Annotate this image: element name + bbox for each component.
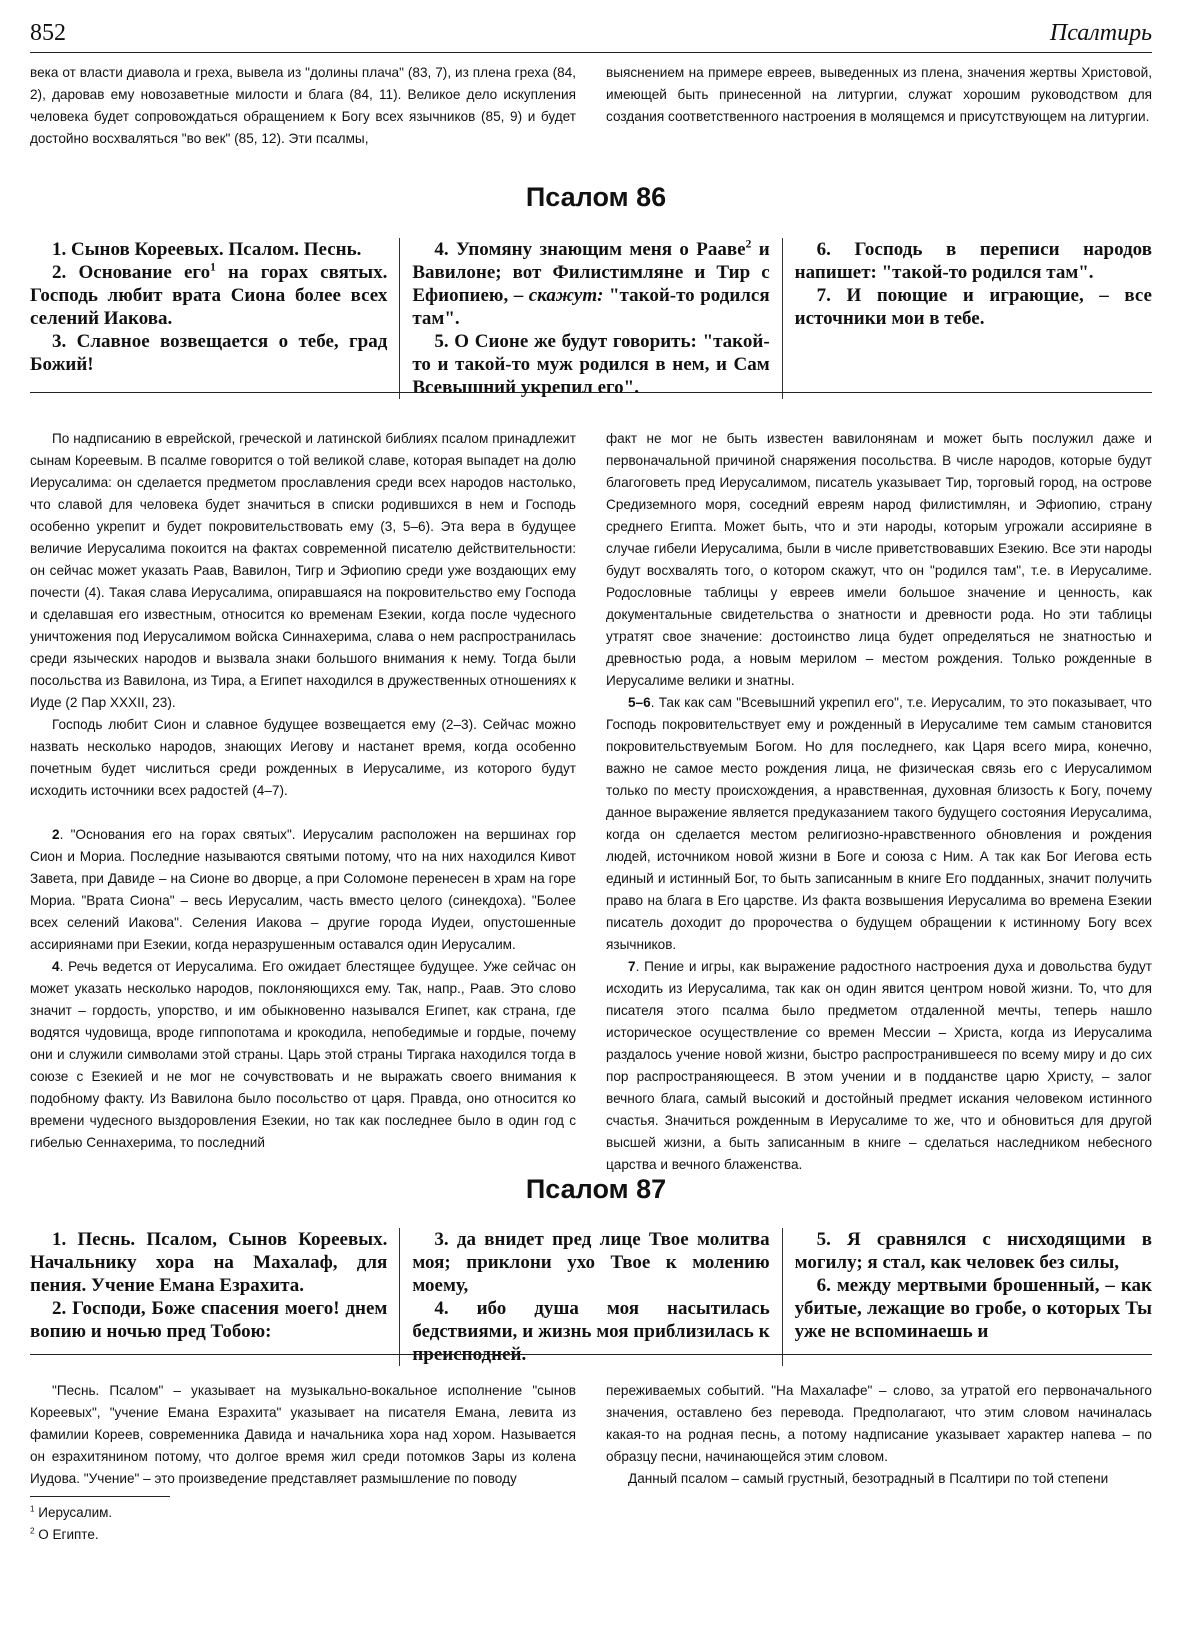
psalm-86-verse-6: 6. Господь в переписи народов напишет: "такой-то родился там".	[794, 239, 1152, 283]
psalm-87-commentary	[30, 1380, 1152, 1490]
psalm-86-commentary-right	[606, 428, 1152, 1176]
psalm-86-commentary-left	[30, 428, 576, 1176]
psalm-86-rule	[30, 392, 1152, 393]
psalm-87-text	[30, 1228, 1152, 1366]
running-title: Псалтирь	[1049, 20, 1152, 46]
psalm-86-text	[30, 238, 1152, 399]
psalm-87-verse-3: 3. да внидет пред лице Твое молитва моя; приклони ухо Твое к молению моему,	[412, 1229, 770, 1296]
footnote-ref-1: 1	[210, 261, 216, 274]
top-commentary-right: выяснением на примере евреев, выведенных из плена, значения жертвы Христовой, имеющей быть принесенной на литургии, служат хорошим руководством для создания соответственного настроения в молящемся и присутствующем на литургии.	[606, 65, 1152, 124]
commentary-paragraph: "Песнь. Псалом" – указывает на музыкально-вокальное исполнение "сынов Кореевых", "учение Емана Езрахита" указывает на писателя Емана, левита из фамилии Кореев, современника Давида и начальника хора над хором. Называется он езрахитянином потому, что долгое время жил среди потомков Зары из колена Иудова. "Учение" – это произведение представляет размышление по поводу	[30, 1383, 576, 1486]
page-number: 852	[30, 20, 66, 46]
commentary-paragraph: переживаемых событий. "На Махалафе" – слово, за утратой его первоначального значения, оставлено без перевода. Предполагают, что этим словом начиналась какая-то на родная песнь, а потому надписание указывает характер напева – по образцу песни, начинающейся этим словом.	[606, 1383, 1152, 1464]
psalm-86-verse-7: 7. И поющие и играющие, – все источники мои в тебе.	[794, 285, 1152, 329]
footnote-2: $^2$ О Египте.	[30, 1526, 99, 1542]
commentary-paragraph: 5–6. Так как сам "Всевышний укрепил его", т.е. Иерусалим, то это показывает, что Господь покровительствует ему и рожденный в Иерусалиме тем самым становится покровительствуемым Богом. Но для последнего, как Царя всего мира, конечно, важно не самое место рождения лица, не физическая связь его с Иерусалимом только по месту происхождения, а нравственная, духовная близость к Богу, почему данное выражение является предуказанием такого будущего состояния Иерусалима, когда он сделается местом религиозно-нравственного обновления и рождения людей, источником новой жизни в Боге и союза с Ним. А так как Бог Иегова есть единый и истинный Бог, то быть записанным в книге Его подданных, значит получить право на блага в Его царстве. Из факта возвышения Иерусалима во времена Езекии писатель доходит до пророчества о будущем обращении к истинному Богу всех язычников.	[606, 695, 1152, 952]
commentary-paragraph: 4. Речь ведется от Иерусалима. Его ожидает блестящее будущее. Уже сейчас он может указать несколько народов, поклоняющихся ему. Так, напр., Раав. Это слово значит – гордость, упорство, и им обыкновенно назывался Египет, как страна, где водятся чудовища, вроде гиппопотама и крокодила, непобедимые и гордые, почему они и служили символами этой страны. Царь этой страны Тиргака находился тогда в союзе с Езекией и не мог не сочувствовать и не выражать своего внимания к подобному факту. Из Вавилона было посольство от царя. Правда, оно относится ко времени чудесного выздоровления Езекии, но так как последнее было в один год с гибелью Сеннахерима, то последний	[30, 959, 576, 1150]
footnote-rule	[30, 1496, 170, 1497]
psalm-86-col-1	[30, 238, 399, 399]
psalm-87-col-2	[399, 1228, 781, 1366]
psalm-86-verse-4: 4. Упомяну знающим меня о Рааве$^2$ и Вавилоне; вот Филистимляне и Тир с Ефиопиею, – скажут: "такой-то родился там".	[412, 238, 770, 329]
footnote-1: $^1$ Иерусалим.	[30, 1504, 113, 1520]
psalm-87-verse-6: 6. между мертвыми брошенный, – как убитые, лежащие во гробе, о которых Ты уже не вспоминаешь и	[794, 1275, 1152, 1342]
psalm-86-verse-2: 2. Основание его$^1$ на горах святых. Господь любит врата Сиона более всех селений Иакова.	[30, 261, 388, 329]
psalm-87-verse-1: 1. Песнь. Псалом, Сынов Кореевых. Начальнику хора на Махалаф, для пения. Учение Емана Езрахита.	[30, 1229, 388, 1296]
psalm-86-verse-1: 1. Сынов Кореевых. Псалом. Песнь.	[52, 239, 362, 260]
top-commentary	[30, 62, 1152, 150]
footnote-ref-2: 2	[745, 238, 752, 251]
psalm-87-verse-5: 5. Я сравнялся с нисходящими в могилу; я стал, как человек без силы,	[794, 1229, 1152, 1273]
psalm-86-commentary	[30, 428, 1152, 1176]
psalm-86-verse-3: 3. Славное возвещается о тебе, град Божий!	[30, 331, 388, 375]
psalm-87-heading: Псалом 87	[525, 1174, 667, 1204]
psalm-86-heading: Псалом 86	[525, 182, 667, 212]
psalm-87-verse-4: 4. ибо душа моя насытилась бедствиями, и жизнь моя приблизилась к преисподней.	[412, 1298, 770, 1365]
psalm-86-col-2	[399, 238, 781, 399]
psalm-87-commentary-left	[30, 1380, 576, 1490]
commentary-paragraph: 2. "Основания его на горах святых". Иерусалим расположен на вершинах гор Сион и Мориа. Последние называются святыми потому, что на них находился Кивот Завета, при Давиде – на Сионе во дворце, а при Соломоне перенесен в храм на горе Мориа. "Врата Сиона" – весь Иерусалим, часть вместо целого (синекдоха). "Более всех селений Иакова". Селения Иакова – другие города Иудеи, опустошенные ассириянами при Езекии, когда неразрушенным оставался один Иерусалим.	[30, 827, 576, 952]
top-commentary-left: века от власти диавола и греха, вывела из "долины плача" (83, 7), из плена греха (84, 2), даровав ему новозаветные милости и блага (84, 11). Великое дело искупления человека будет сопровождаться обращением к Богу всех язычников (85, 9) и будет достойно восхваляться "во век" (85, 12). Эти псалмы,	[30, 65, 576, 146]
psalm-86-col-3	[782, 238, 1152, 399]
psalm-87-col-3	[782, 1228, 1152, 1366]
footnotes	[30, 1502, 330, 1546]
commentary-paragraph: По надписанию в еврейской, греческой и латинской библиях псалом принадлежит сынам Кореевым. В псалме говорится о той великой славе, которая выпадет на долю Иерусалима: он сделается предметом прославления среди всех народов настолько, что славой для человека будет значиться в списки родившихся в нем и Господь особенно укрепит и будет покровительствовать ему (3, 5–6). Эта вера в будущее величие Иерусалима покоится на фактах современной писателю действительности: он сейчас может указать Раав, Вавилон, Тигр и Эфиопию среди уже воздающих ему почести (4). Такая слава Иерусалима, опиравшаяся на покровительство ему Господа и сделавшая его известным, относится ко временам Езекии, когда после чудесного уничтожения под Иерусалимом войска Синнахерима, слава о нем распространилась среди языческих народов и вызвала знаки большого внимания к нему. Тогда были посольства из Вавилона, из Тира, а Египет находился в дружественных отношениях к Иуде (2 Пар XXXII, 23).	[30, 431, 576, 710]
psalm-87-rule	[30, 1354, 1152, 1355]
psalm-87-commentary-right	[606, 1380, 1152, 1490]
running-header	[30, 14, 1152, 53]
psalm-87-col-1	[30, 1228, 399, 1366]
commentary-paragraph: Данный псалом – самый грустный, безотрадный в Псалтири по той степени	[628, 1471, 1109, 1486]
psalm-87-verse-2: 2. Господи, Боже спасения моего! днем вопию и ночью пред Тобою:	[30, 1298, 388, 1342]
commentary-paragraph: 7. Пение и игры, как выражение радостного настроения духа и довольства будут исходить из Иерусалима, так как он один явится центром новой жизни. То, что для писателя этого псалма было предметом отдаленной мечты, теперь нашло историческое осуществление со времен Мессии – Христа, когда из Иерусалима раздалось учение новой жизни, быстро распространившееся по всему миру и до сих пор распространяющееся. В этом учении и в подданстве царю Христу, – залог вечного блага, самый высокий и достойный предмет искания человеком истинного счастья. Значиться рожденным в Иерусалиме то же, что и обновиться для другой высшей жизни, а быть записанным в книге – сделаться наследником небесного царства и вечного блаженства.	[606, 959, 1152, 1172]
psalm-86-verse-5: 5. О Сионе же будут говорить: "такой-то и такой-то муж родился в нем, и Сам Всевышний укрепил его".	[412, 331, 770, 398]
commentary-paragraph: Господь любит Сион и славное будущее возвещается ему (2–3). Сейчас можно назвать несколько народов, знающих Иегову и настанет время, когда особенно почетным будет числиться среди рожденных в Иерусалиме, из которого будут исходить источники всех радостей (4–7).	[30, 717, 576, 798]
commentary-paragraph: факт не мог не быть известен вавилонянам и может быть послужил даже и первоначальной причиной снаряжения посольства. В числе народов, которые будут благоговеть пред Иерусалимом, писатель указывает Тир, торговый город, на острове Средиземного моря, соседний евреям народ филистимлян, и Эфиопию, страну среднего Египта. Может быть, что и эти народы, которым угрожали ассирияне в случае гибели Иерусалима, были в числе приветствовавших Езекию. Все эти народы будут восхвалять того, о котором скажут, что он "родился там", т.е. в Иерусалиме. Родословные таблицы у евреев имели большое значение и ценность, как документальные свидетельства о знатности и древности рода. Но эти таблицы утратят свое значение: достоинство лица будет определяться не знатностью и древностью рода, а новым мерилом – местом рождения. Только рожденные в Иерусалиме велики и знатны.	[606, 431, 1152, 688]
